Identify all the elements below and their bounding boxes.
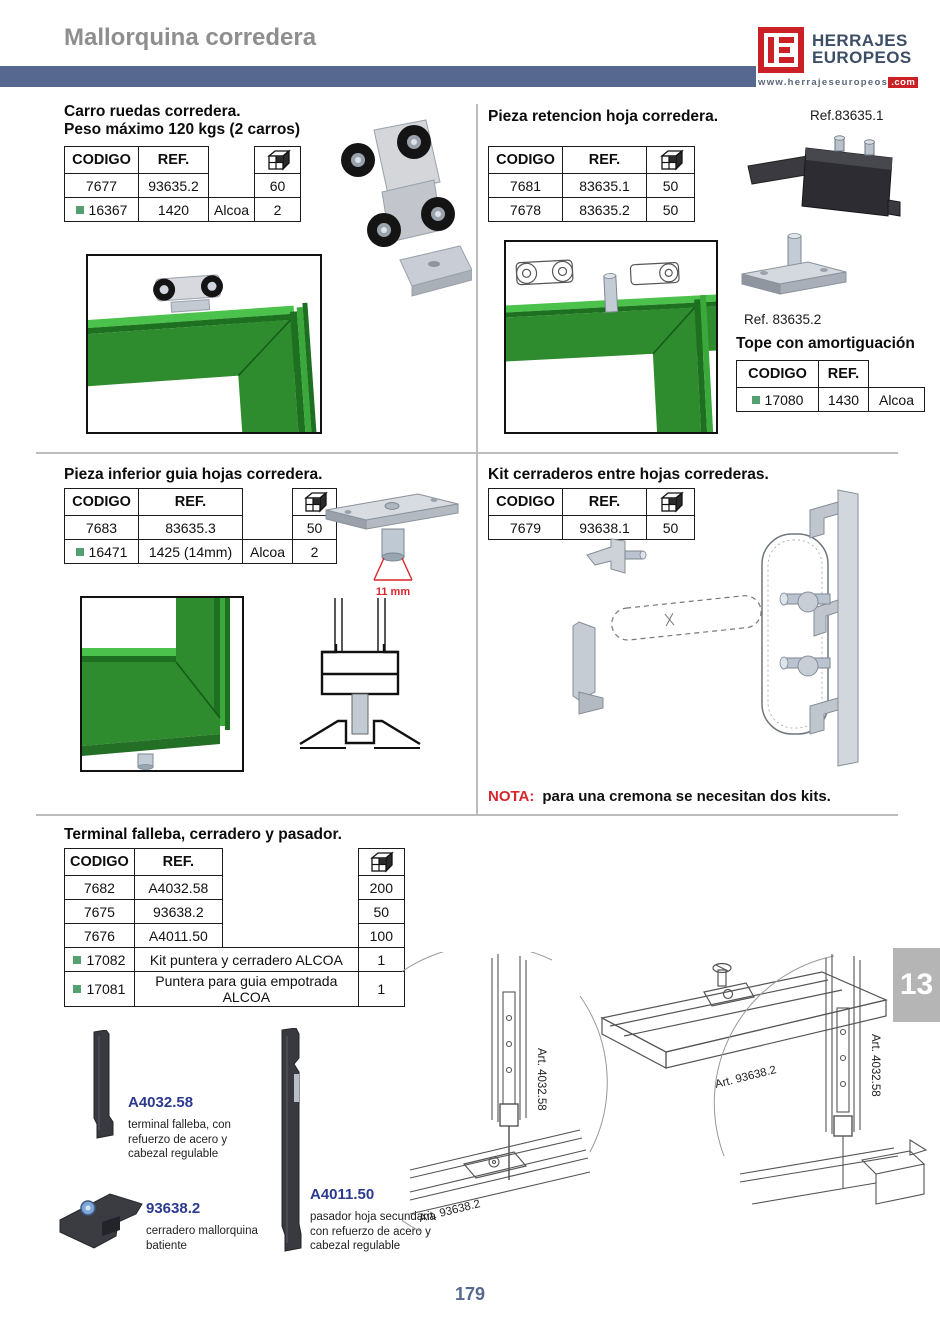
spacer-cell [209,147,255,174]
codigo-header: CODIGO [489,147,563,174]
wheel [421,197,455,231]
wheel [341,143,375,177]
carro-product-image [322,112,472,297]
green-marker-icon [76,206,84,214]
codigo-cell: 7681 [489,174,563,198]
horizontal-divider-2 [36,814,898,816]
green-marker-icon [76,548,84,556]
qty-cell: 2 [255,198,301,222]
spacer-cell [243,489,293,516]
ref-cell: 1430 [819,388,869,412]
qty-cell: 100 [358,924,404,948]
tope-title: Tope con amortiguación [736,335,915,352]
retencion-product-image [742,128,907,228]
packaging-unit-icon [368,851,394,873]
green-marker-icon [73,956,81,964]
pasador-product-image [276,1028,306,1256]
codigo-cell: 7682 [65,876,135,900]
codigo-header: CODIGO [65,849,135,876]
spacer-cell [209,174,255,198]
page-title: Mallorquina corredera [64,24,317,51]
brand-url-text: www.herrajeseuropeos [758,77,889,88]
codigo-value: 16367 [88,201,128,218]
terminal-table [64,848,405,1007]
chapter-tab: 13 [893,948,940,1022]
codigo-cell: 7677 [65,174,139,198]
tope-table [736,360,925,412]
art-label: Art. 93638.2 [417,1198,482,1225]
packaging-unit-icon [265,149,291,171]
header-accent-bar [0,66,756,87]
spacer-cell [243,516,293,540]
part-code-a4011: A4011.50 [310,1186,375,1203]
codigo-value: 16471 [88,543,128,560]
part-desc-a4032: terminal falleba, con refuerzo de acero y cabezal regulable [128,1119,231,1161]
brand-logo [758,27,938,73]
qty-cell: 1 [358,948,404,972]
guide-cross-section-drawing [290,594,430,774]
ref-cell: A4032.58 [134,876,222,900]
qty-cell: 2 [293,540,337,564]
codigo-value: 17081 [86,981,126,997]
codigo-header: CODIGO [737,361,819,388]
carro-table [64,146,301,222]
brand-name-line1: HERRAJES [812,31,908,50]
spacer-cell [222,924,358,948]
brand-url-tld: .com [888,77,918,88]
page-number: 179 [454,1284,486,1304]
brand-name-line2: EUROPEOS [812,48,912,68]
ref-cell: A4011.50 [134,924,222,948]
packaging-header [358,849,404,876]
horizontal-divider-1 [36,452,898,454]
nota-text: para una cremona se necesitan dos kits. [542,788,831,805]
terminal-title: Terminal falleba, cerradero y pasador. [64,826,342,843]
qty-cell: 50 [647,174,695,198]
spacer-cell [222,876,358,900]
qty-cell: 60 [255,174,301,198]
ref-cell: 1425 (14mm) [139,540,243,564]
codigo-cell [65,540,139,564]
carro-installation-illustration [86,254,322,434]
wheel [397,125,431,159]
codigo-header: CODIGO [65,489,139,516]
codigo-value: 17082 [86,951,126,968]
qty-cell: 50 [358,900,404,924]
packaging-header [255,147,301,174]
inferior-title: Pieza inferior guia hojas corredera. [64,466,323,483]
ref-cell: Puntera para guia empotrada ALCOA [134,972,358,1007]
ref-label-83635-1: Ref.83635.1 [810,108,884,123]
packaging-header [647,147,695,174]
codigo-cell: 7675 [65,900,135,924]
qty-cell: 50 [647,516,695,540]
packaging-unit-icon [658,149,684,171]
codigo-cell: 7678 [489,198,563,222]
extra-cell: Alcoa [243,540,293,564]
art-label: Art. 4032.58 [535,1048,547,1111]
cerradero-product-image [58,1190,146,1254]
art-label: Art. 4032.58 [869,1034,881,1097]
ref-header: REF. [139,147,209,174]
ref-cell: 83635.3 [139,516,243,540]
ref-cell: 93638.2 [134,900,222,924]
wheel [367,213,401,247]
kit-title: Kit cerraderos entre hojas correderas. [488,466,769,483]
ref-header: REF. [139,489,243,516]
ref-cell: 83635.2 [563,198,647,222]
ref-header: REF. [563,489,647,516]
tope-product-image [736,230,851,315]
codigo-cell: 7679 [489,516,563,540]
kit-product-drawing [555,482,905,782]
ref-header: REF. [134,849,222,876]
extra-cell: Alcoa [869,388,925,412]
carro-title-line2: Peso máximo 120 kgs (2 carros) [64,121,301,138]
codigo-cell [65,198,139,222]
codigo-cell: 7676 [65,924,135,948]
inferior-table [64,488,337,564]
retencion-installation-drawing [506,242,716,432]
spacer-cell [222,849,358,876]
qty-cell: 50 [647,198,695,222]
retencion-title: Pieza retencion hoja corredera. [488,108,719,125]
spacer-cell [869,361,925,388]
brand-url [758,77,918,88]
ref-header: REF. [819,361,869,388]
spacer-cell [222,900,358,924]
ref-cell: 83635.1 [563,174,647,198]
dimension-label: 11 mm [375,586,411,598]
ref-header: REF. [563,147,647,174]
ref-cell: Kit puntera y cerradero ALCOA [134,948,358,972]
inferior-installation-illustration [80,596,244,772]
part-desc-93638: cerradero mallorquina batiente [146,1225,258,1252]
part-code-a4032: A4032.58 [128,1094,194,1111]
part-desc-a4011: pasador hoja secundaria con refuerzo de acero y cabezal regulable [310,1211,436,1253]
qty-cell: 50 [293,516,337,540]
green-marker-icon [73,985,81,993]
ref-cell: 93638.1 [563,516,647,540]
ref-label-83635-2: Ref. 83635.2 [744,312,822,327]
inferior-installation-drawing [82,598,242,770]
green-marker-icon [752,396,760,404]
codigo-cell: 7683 [65,516,139,540]
codigo-header: CODIGO [65,147,139,174]
ref-cell: 1420 [139,198,209,222]
carro-title-line1: Carro ruedas corredera. [64,103,241,120]
inferior-product-image [322,482,462,592]
carro-installation-drawing [88,256,320,432]
vertical-divider [476,104,478,816]
codigo-header: CODIGO [489,489,563,516]
retencion-table [488,146,695,222]
qty-cell: 1 [358,972,404,1007]
extra-cell: Alcoa [209,198,255,222]
retencion-installation-illustration [504,240,718,434]
codigo-cell [65,972,135,1007]
herrajes-europeos-logo-icon [758,27,804,73]
ref-cell: 93635.2 [139,174,209,198]
nota-label: NOTA: [488,788,535,805]
part-code-93638: 93638.2 [146,1200,201,1217]
qty-cell: 200 [358,876,404,900]
codigo-cell [65,948,135,972]
nota-line [488,788,831,805]
terminal-technical-drawing-left [402,952,612,1262]
codigo-cell [737,388,819,412]
terminal-falleba-product-image [86,1030,118,1142]
art-label: Art. 93638.2 [713,1064,778,1091]
codigo-value: 17080 [764,391,804,408]
